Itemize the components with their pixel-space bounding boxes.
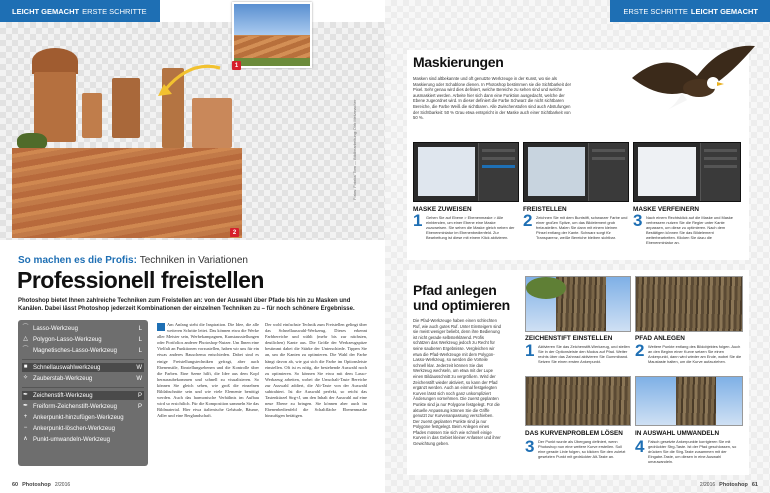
tool-label: Ankerpunkt-hinzufügen-Werkzeug [33, 414, 124, 421]
page-footer [700, 482, 758, 488]
path-step2-photo [635, 276, 743, 332]
header-bold: LEICHT GEMACHT [12, 6, 80, 16]
path-intro: Die Pfad-Werkzeuge haben einen schlechten Ruf, wie auch gutes Ruf. Unter Einsteigern sind sie meist weniger beliebt, denn ihre Bedienung ist nicht gerade selbsterklärend. Profis schätzen das Werkzeug jedoch zu Recht für seine sauberen Ergebnisse. Vergleichen wir etwa die Pfad-Werkzeuge mit dem Polygon-Lasso-Werkzeug, so werden die Vorteile schnell klar. Jederzeit können Sie das Werkzeug wechseln, um etwa mit der Lupe einen Bildausschnitt zu vergrößern. Wird der Zeichenstift wieder aktiviert, so kann der Pfad ergänzt werden. Auch an einmal festgelegten Kurven lässt sich noch ganz unkompliziert Änderungen vornehmen. Die zuerst geplanten Punkte sind ja nur Polygone festgelegt. Für die aktuelle Anpassung können Sie die Griffe genutzt zur Kurvenanpassung verschieben. Der zuerst geplanten Punkte sind ja nur Polygone festgelegt. Beim Anlegen eines Pfades müssen Sie sich wie schnell einige Kurven in das Gebiet kleiner Anfasser und ihrer Gewichtung geben. [413, 318, 501, 447]
dropcap [157, 323, 165, 331]
path-step4-photo [635, 376, 743, 426]
tool-label: Schnellauswahlwerkzeug [33, 364, 101, 371]
tool-menu-item[interactable] [22, 324, 144, 333]
tool-shortcut: P [137, 392, 142, 399]
tool-label: Zauberstab-Werkzeug [33, 375, 93, 382]
kicker-thin: Techniken in Variationen [139, 255, 248, 266]
mask-step-3-title: MASKE VERFEINERN [633, 206, 700, 213]
freeform-pen-icon: ✒ [22, 403, 29, 409]
footer-issue: 2/2016 [699, 482, 716, 488]
landscape-photo [232, 2, 312, 68]
photo-credit: Fotos: Fotolia/ Tom — Bildbearbeitung: Dirk Metzmacher [352, 99, 357, 200]
tool-menu-item[interactable] [22, 363, 144, 372]
footer-brand: Photoshop [22, 482, 51, 488]
path-title-line2: und optimieren [413, 297, 510, 313]
article-title: Professionell freistellen [17, 267, 264, 293]
mask-step2-screenshot [523, 142, 629, 202]
mask-step-1-number: 1 [413, 211, 423, 230]
path-step3-photo [525, 376, 631, 426]
mask-step-2-number: 2 [523, 211, 533, 230]
page-number: 60 [12, 482, 19, 488]
tool-menu-item[interactable] [22, 346, 144, 355]
body-text-2: Der wohl einfachste Technik zum Freistellen gelingt über das Schnellauswahl-Werkzeug. Dieses erkennt Farbbereiche und wählt (mehr bis zur nächsten, deutlichen) Kante aus. Die Größe der Werkzeugspitze bestimmt dabei die Stärke der Unterschiede. Tippen Sie an, um die Kanten zu optimieren. Die Wahl der Farbe hängt davon ab, wie gut sich die Farbe im Optionsleiste einstellen. Oft ist es nötig, die bestehende Auswahl noch zu optimieren. So können Sie etwa mit dem Lasso-Werkzeug arbeiten, wobei die Umschalt-Taste Bereiche zur Auswahl addiert, die Alt-Taste von der Auswahl subtrahiert. Ist die Auswahl perfekt, so reicht das Tastenkürzel Strg+J, um den Inhalt der Auswahl auf eine neue Ebene zu bringen. Sie können aber auch im Ebenenbedienfeld die Schaltfläche Ebenenmaske hinzufügen betätigen. [265, 322, 367, 419]
lasso-icon: ⌒ [22, 325, 29, 331]
header-bold: LEICHT GEMACHT [690, 6, 758, 16]
kicker [18, 255, 248, 266]
path-step-1-body: Aktivieren Sie das Zeichenstift-Werkzeug, und stellen Sie in der Optionsleiste den Modus auf Pfad. Weiter rechts über das Zahnrad aktivieren Sie Gummiband. Setzen Sie einen ersten Ankerpunkt. [538, 344, 630, 365]
right-page [385, 0, 770, 493]
delete-anchor-icon: − [23, 425, 28, 431]
kicker-bold: So machen es die Profis: [18, 255, 137, 266]
mask-step-3-body: Nach einem Rechtsklick auf die Maske und Maske verbessern nutzen Sie die Regler unter Kante anpassen, um diese zu optimieren. Nach dem Bestätigen können Sie das Bildelement weiterbearbeiten. Klicken Sie dazu die Ebenenminiatur an. [646, 215, 733, 246]
path-step-4-body: Falsch gesetzte Ankerpunkte korrigieren Sie mit gedrückter Strg-Taste. Ist der Pfad geschlossen, so drücken Sie die Strg-Taste zusammen mit der Eingabe-Taste, um diesen in eine Auswahl umzuwandeln. [648, 439, 737, 465]
image-badge-1: 1 [232, 61, 241, 70]
body-text-1: Am Anfang steht die Inspiration. Die Idee, die alle weiteren Schritte leitet. Das können etwa die Werke aller Meister sein, Werbekampagnen, Kunstausstellungen oder Portfolios anderer Photoshop-Nutzer. Um Ihnen eine Vielfalt an Funktionen vorzustellen, haben wir uns für ein etwas anderes Bauschema entschieden. Dabei sind es einige Freistellungstechniken gefragt, aber auch Ebenenstile, Einstellungsebenen und die Kontrolle über die Farben. Eine Szene hilft, die Idee aus dem Kopf herauszubekommen und schnell zu visualisieren. So können Sie gleich sehen, wie groß die einzelnen Bildabschnitte sein und wie viele Elemente benötigt werden. Auch das harmonische Verhältnis im Aufbau wird so ersichtlich. Für die Komposition sammeln Sie das Bildmaterial. Hier etwa italienische Gebäude, Bäume, Adler und eine Berglandschaft. [157, 322, 259, 419]
path-step-3-body: Der Punkt wurde als Übergang definiert, wenn Photoshop nun eine weitere Kurve erstellen. Soll eine gerade Linie folgen, so klicken Sie den zuletzt gesetzten Punkt mit gedrückter Alt-Taste an. [538, 439, 626, 460]
tool-menu-item[interactable] [22, 435, 144, 444]
tool-label: Punkt-umwandeln-Werkzeug [33, 436, 110, 443]
image-badge-2: 2 [230, 228, 239, 237]
tool-shortcut: L [138, 336, 142, 343]
footer-brand: Photoshop [719, 482, 748, 488]
tool-label: Polygon-Lasso-Werkzeug [33, 336, 102, 343]
tool-shortcut: W [136, 375, 142, 382]
mask-step-2-body: Zeichnen Sie mit dem Buntstift, schwarzer Farbe und einer großen Spitze, um das Bildelement grob freizustellen. Malen Sie dann mit einem kleinen Pinsel entlang der Kante. Schwarz sorgt für Transparenz, weiße Bereiche bleiben sichtbar. [536, 215, 628, 241]
path-step-1-number: 1 [525, 341, 535, 360]
path-step-2-title: PFAD ANLEGEN [635, 335, 685, 342]
tool-group-divider [22, 359, 144, 360]
path-step1-photo [525, 276, 631, 332]
pen-icon: ✒ [22, 392, 29, 398]
page-footer [12, 482, 70, 488]
tool-menu-item[interactable] [22, 374, 144, 383]
article-lead: Photoshop bietet Ihnen zahlreiche Techniken zum Freistellen an: von der Auswahl über Pfade bis hin zu Masken und Kanälen. Dabei lässt Photoshop jederzeit Kombinationen der einzelnen Techniken zu – für noch schönere Ergebnisse. [18, 298, 355, 312]
mask-step-1-body: Gehen Sie auf Ebene > Ebenenmaske > Alle einblenden, um einer Ebene eine Maske zuzuweisen. Sie sehen die Maske gleich neben der Ebenenminiatur im Ebenenbedienfeld. Zur Bearbeitung ist diese mit einem Klick aktivieren. [426, 215, 515, 241]
path-title-line1: Pfad anlegen [413, 282, 497, 298]
tool-menu-item[interactable] [22, 391, 144, 400]
tool-menu-item[interactable] [22, 335, 144, 344]
tool-shortcut: L [138, 347, 142, 354]
body-column-2 [265, 322, 367, 466]
tools-panel [18, 320, 148, 466]
mask-step1-screenshot [413, 142, 519, 202]
tool-label: Magnetisches-Lasso-Werkzeug [33, 347, 117, 354]
tool-label: Zeichenstift-Werkzeug [33, 392, 93, 399]
path-step-1-title: ZEICHENSTIFT EINSTELLEN [525, 335, 613, 342]
body-column-1 [157, 322, 259, 466]
tool-label: Ankerpunkt-löschen-Werkzeug [33, 425, 115, 432]
curved-arrow-icon [150, 60, 230, 110]
tool-label: Freiform-Zeichenstift-Werkzeug [33, 403, 117, 410]
path-step-2-body: Weitere Punkte entlang des Bildobjektes folgen. Auch an den Beginn einer Kurve setzen Sie einen Ankerpunkt, dann wird wieder am Ende, wobei Sie die Maustaste halten, um die Kurve aufzuziehen. [648, 344, 742, 365]
mask-step-2-title: FREISTELLEN [523, 206, 567, 213]
mask-step3-screenshot [633, 142, 741, 202]
eagle-image [627, 38, 757, 133]
polygon-lasso-icon: △ [23, 336, 28, 342]
path-step-4-number: 4 [635, 437, 645, 456]
path-step-2-number: 2 [635, 341, 645, 360]
quick-selection-icon: ■ [23, 364, 28, 370]
tool-group-divider [22, 387, 144, 388]
path-step-4-title: IN AUSWAHL UMWANDELN [635, 430, 720, 437]
page-number: 61 [751, 482, 758, 488]
path-step-3-title: DAS KURVENPROBLEM LÖSEN [525, 430, 623, 437]
add-anchor-icon: + [23, 414, 28, 420]
tool-menu-item[interactable] [22, 424, 144, 433]
tool-label: Lasso-Werkzeug [33, 325, 78, 332]
mask-step-1-title: MASKE ZUWEISEN [413, 206, 472, 213]
footer-issue: 2/2016 [54, 482, 71, 488]
path-step-3-number: 3 [525, 437, 535, 456]
tool-menu-item[interactable] [22, 402, 144, 411]
section-header [610, 0, 770, 22]
mask-step-3-number: 3 [633, 211, 643, 230]
magic-wand-icon: ✧ [22, 375, 29, 381]
mask-title: Maskierungen [413, 54, 504, 70]
convert-point-icon: ∧ [23, 436, 28, 442]
mask-intro: Masken sind altbekannte und oft genutzte Werkzeuge in der Kunst, wo sie als Maskierung oder Schablone dienen. In Photoshop bestimmen sie die Sichtbarkeit der Pixel. Sehr genau wird dies definiert, welche Bereiche zu sehen sind und welche ausmaskiert werden. Arbeite hier sich dann eine Funktion ausgedacht, welche der Ebene zugeordnet wird. In dieser definiert die Farbe Schwarz die nicht sichtbaren Bereiche, die Farbe Weiß die sichtbaren. Alle Zwischenstufen sind auch Abstufungen der Sichtbarkeit: 50 % Grau etwa entspricht in der Maske auch einer Sichtbarkeit von 50 %. [413, 76, 572, 121]
magnetic-lasso-icon: ⌒ [22, 347, 29, 353]
header-thin: ERSTE SCHRITTE [623, 6, 688, 16]
section-header [0, 0, 160, 22]
tool-shortcut: W [136, 364, 142, 371]
header-thin: ERSTE SCHRITTE [82, 6, 147, 16]
tool-shortcut: L [138, 325, 142, 332]
tool-shortcut: P [137, 403, 142, 410]
tool-menu-item[interactable] [22, 413, 144, 422]
